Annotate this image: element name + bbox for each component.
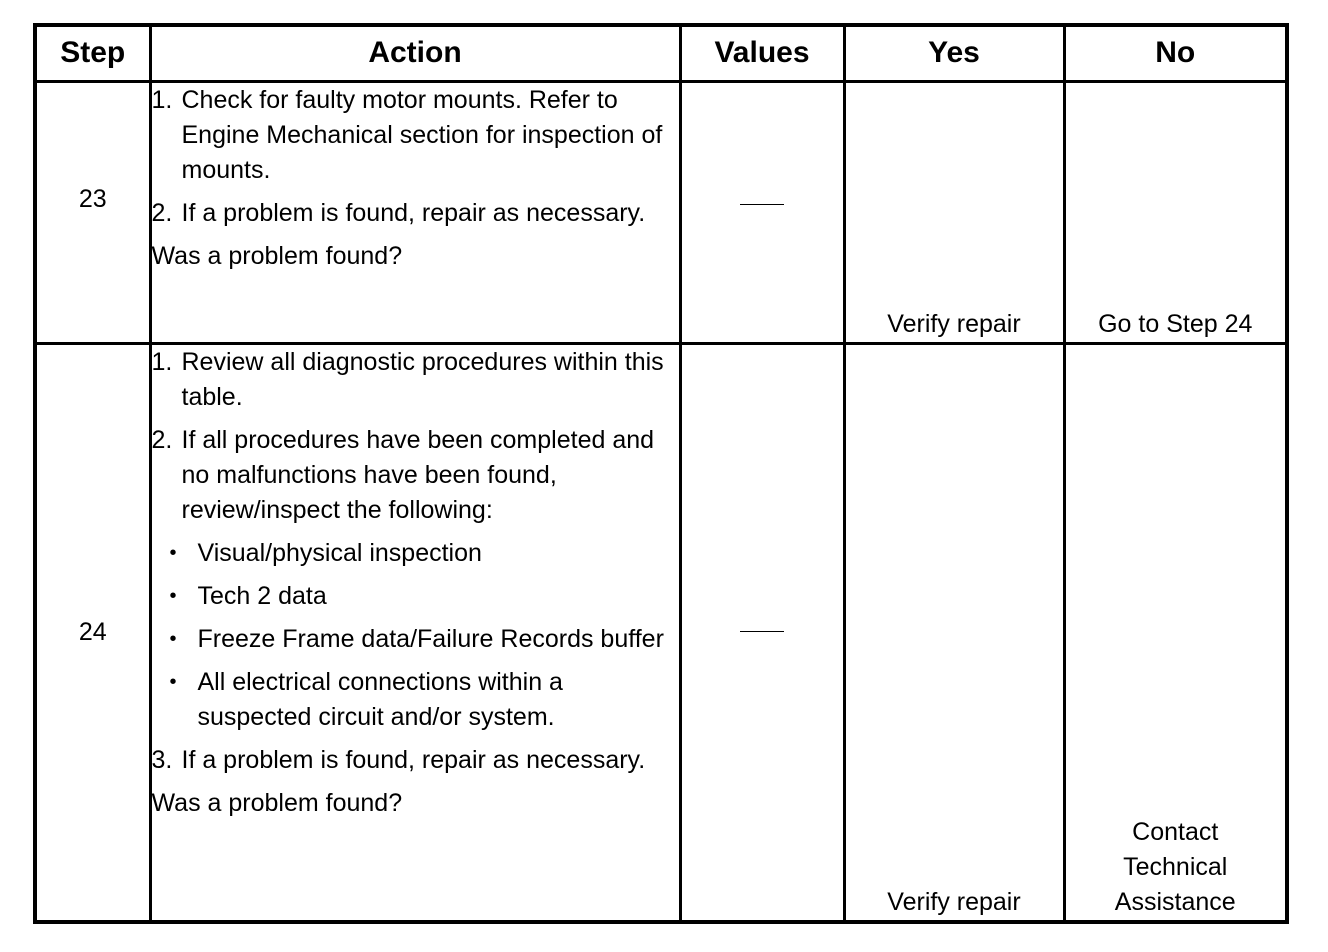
- item-number: 1.: [151, 85, 173, 114]
- item-number: 2.: [151, 425, 173, 454]
- action-item: [152, 196, 679, 231]
- no-result: Go to Step 24: [1064, 81, 1287, 343]
- question-text: Was a problem found?: [151, 241, 403, 270]
- bullet-item: [170, 622, 679, 657]
- no-result-line: Contact: [1132, 818, 1219, 846]
- bullet-item: [170, 665, 679, 735]
- table-row: [35, 343, 1287, 922]
- header-row: [35, 25, 1287, 81]
- action-item: [152, 423, 679, 528]
- bullet-text: Tech 2 data: [197, 581, 327, 610]
- item-text: If a problem is found, repair as necessary.: [181, 745, 646, 774]
- action-item: [152, 345, 679, 415]
- values-cell: [680, 343, 844, 922]
- item-text: If all procedures have been completed and no malfunctions have been found, review/inspect the following:: [181, 425, 655, 524]
- action-cell: [150, 343, 680, 922]
- bullet-icon: •: [169, 627, 177, 650]
- action-item: [152, 83, 679, 188]
- bullet-item: [170, 536, 679, 571]
- header-action: Action: [150, 25, 680, 81]
- header-values: Values: [680, 25, 844, 81]
- item-number: 3.: [151, 745, 173, 774]
- item-text: Review all diagnostic procedures within this table.: [181, 347, 664, 411]
- bullet-icon: •: [169, 541, 177, 564]
- yes-result: Verify repair: [844, 343, 1064, 922]
- no-result: [1064, 343, 1287, 922]
- header-no: No: [1064, 25, 1287, 81]
- header-step: Step: [35, 25, 150, 81]
- empty-value-dash: [740, 631, 784, 632]
- no-result-line: Assistance: [1114, 888, 1236, 916]
- bullet-text: Visual/physical inspection: [197, 538, 482, 567]
- header-yes: Yes: [844, 25, 1064, 81]
- step-number: 24: [35, 343, 150, 922]
- values-cell: [680, 81, 844, 343]
- item-text: Check for faulty motor mounts. Refer to Engine Mechanical section for inspection of mounts.: [181, 85, 663, 184]
- step-number: 23: [35, 81, 150, 343]
- item-number: 1.: [151, 347, 173, 376]
- question-text: Was a problem found?: [151, 788, 403, 817]
- bullet-item: [170, 579, 679, 614]
- item-number: 2.: [151, 198, 173, 227]
- empty-value-dash: [740, 204, 784, 205]
- item-text: If a problem is found, repair as necessary.: [181, 198, 646, 227]
- bullet-icon: •: [169, 584, 177, 607]
- bullet-text: Freeze Frame data/Failure Records buffer: [197, 624, 664, 653]
- bullet-text: All electrical connections within a suspected circuit and/or system.: [197, 667, 563, 731]
- yes-result: Verify repair: [844, 81, 1064, 343]
- bullet-icon: •: [169, 670, 177, 693]
- action-cell: [150, 81, 680, 343]
- no-result-line: Technical: [1123, 853, 1228, 881]
- diagnostic-table: [33, 23, 1289, 924]
- action-item: [152, 743, 679, 778]
- table-row: [35, 81, 1287, 343]
